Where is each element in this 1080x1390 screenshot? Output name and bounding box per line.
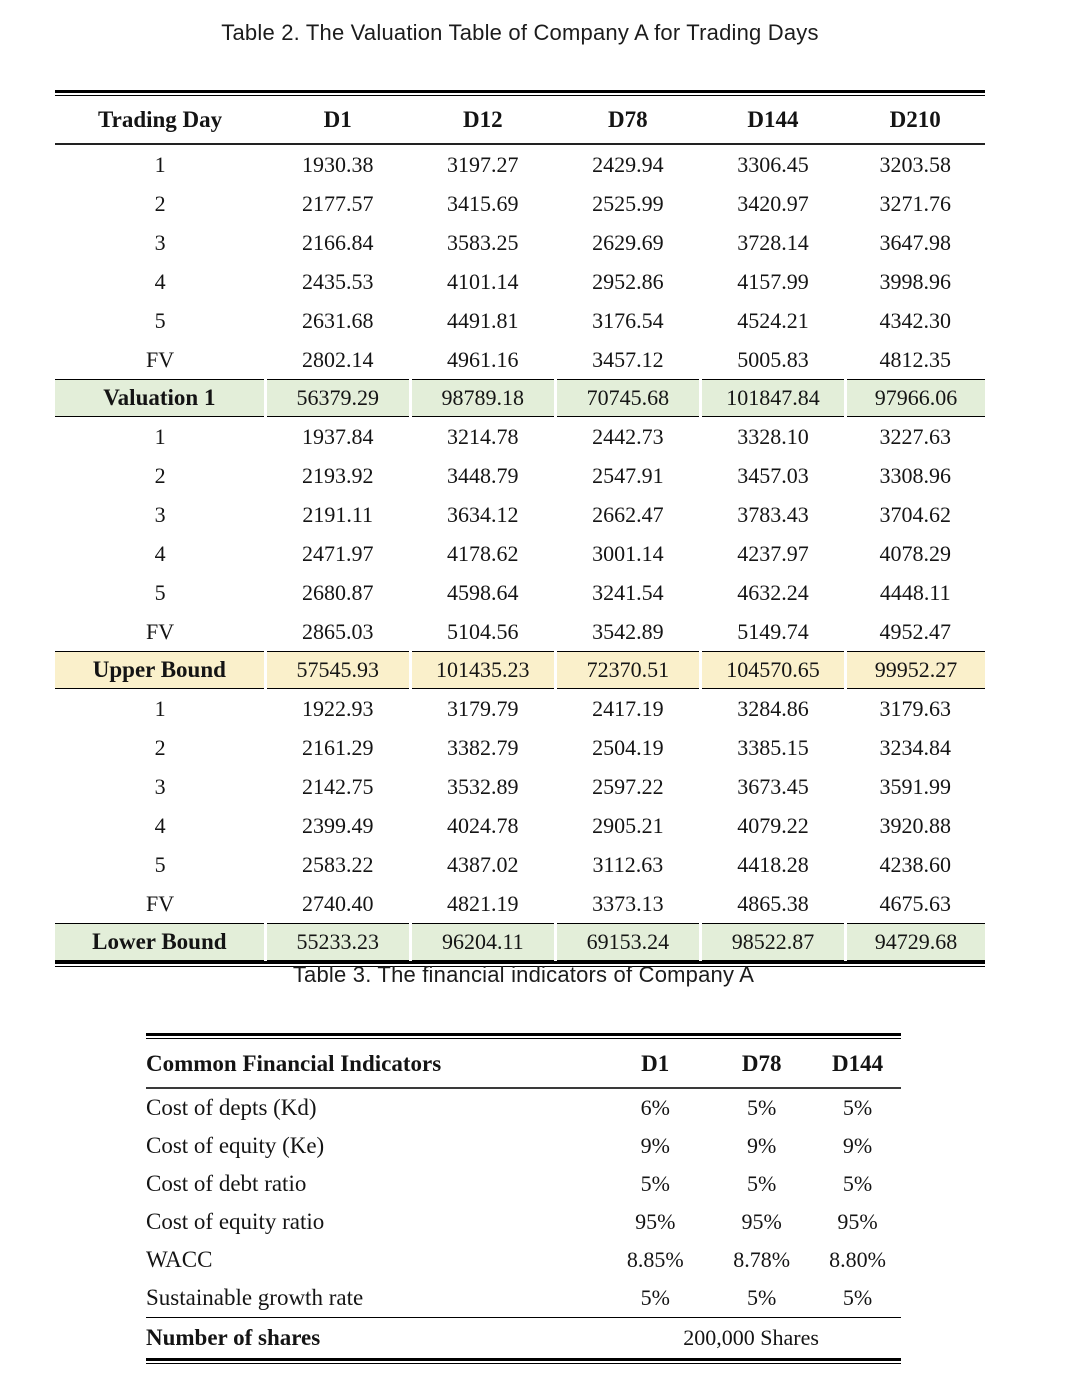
summary-cell: 104570.65 <box>700 652 845 689</box>
cell: 3373.13 <box>592 891 664 916</box>
indicator-label: Sustainable growth rate <box>146 1285 364 1310</box>
table3-header-row <box>146 1039 901 1088</box>
cell: 95% <box>837 1209 878 1234</box>
summary-cell: 96204.11 <box>410 924 555 961</box>
column-header-d210: D210 <box>845 96 985 144</box>
cell: 2802.14 <box>301 347 374 372</box>
cell: 5% <box>747 1171 777 1196</box>
table-row <box>55 223 985 262</box>
summary-cell: 57545.93 <box>265 652 410 689</box>
cell: 2952.86 <box>592 269 664 294</box>
cell: 4491.81 <box>447 308 519 333</box>
summary-cell: 55233.23 <box>265 924 410 961</box>
row-label: FV <box>146 619 175 644</box>
cell: 9% <box>747 1133 777 1158</box>
row-label: FV <box>146 891 175 916</box>
cell: 4418.28 <box>737 852 809 877</box>
cell: 5% <box>842 1171 873 1196</box>
cell: 3382.79 <box>447 735 519 760</box>
table3-caption: Table 3. The financial indicators of Company A <box>292 962 755 987</box>
cell: 2193.92 <box>301 463 374 488</box>
cell: 4178.62 <box>447 541 519 566</box>
indicators-table <box>146 1039 901 1358</box>
cell: 9% <box>842 1133 873 1158</box>
cell: 3284.86 <box>737 696 809 721</box>
cell: 4448.11 <box>879 580 951 605</box>
cell: 2865.03 <box>301 619 374 644</box>
cell: 2905.21 <box>592 813 664 838</box>
cell: 3420.97 <box>737 191 809 216</box>
cell: 4079.22 <box>737 813 809 838</box>
cell: 2680.87 <box>301 580 374 605</box>
cell: 4387.02 <box>447 852 519 877</box>
cell: 8.78% <box>733 1247 791 1272</box>
cell: 3415.69 <box>447 191 519 216</box>
indicator-label: WACC <box>146 1247 213 1272</box>
row-label: 1 <box>154 152 166 177</box>
cell: 3241.54 <box>592 580 664 605</box>
cell: 3179.63 <box>879 696 951 721</box>
cell: 4598.64 <box>447 580 519 605</box>
indicator-label: Cost of equity ratio <box>146 1209 325 1234</box>
cell: 4078.29 <box>879 541 951 566</box>
cell: 3457.03 <box>737 463 809 488</box>
cell: 4157.99 <box>737 269 809 294</box>
cell: 3234.84 <box>879 735 951 760</box>
cell: 5104.56 <box>447 619 519 644</box>
cell: 3457.12 <box>592 347 664 372</box>
summary-cell: 56379.29 <box>265 380 410 417</box>
cell: 3203.58 <box>879 152 951 177</box>
cell: 3920.88 <box>879 813 951 838</box>
cell: 4961.16 <box>447 347 519 372</box>
table3-header <box>146 1039 901 1088</box>
cell: 95% <box>741 1209 782 1234</box>
cell: 2547.91 <box>592 463 664 488</box>
row-label: 4 <box>154 813 166 838</box>
table-row <box>55 728 985 767</box>
row-label: 4 <box>154 541 166 566</box>
table-row <box>55 767 985 806</box>
table-row <box>55 534 985 573</box>
indicator-label: Cost of depts (Kd) <box>146 1095 317 1120</box>
cell: 3728.14 <box>737 230 809 255</box>
cell: 2417.19 <box>592 696 664 721</box>
cell: 4821.19 <box>447 891 519 916</box>
cell: 3306.45 <box>737 152 809 177</box>
summary-cell: 101435.23 <box>410 652 555 689</box>
row-label: FV <box>146 347 175 372</box>
column-header-d1: D1 <box>265 96 410 144</box>
cell: 4237.97 <box>737 541 809 566</box>
row-label: 1 <box>154 424 166 449</box>
table-row <box>146 1127 901 1165</box>
row-label: 3 <box>154 502 166 527</box>
cell: 2525.99 <box>592 191 664 216</box>
cell: 1937.84 <box>301 424 374 449</box>
summary-row-valuation-1 <box>55 380 985 417</box>
cell: 2435.53 <box>301 269 374 294</box>
table-row <box>55 144 985 184</box>
row-label: 2 <box>154 191 166 216</box>
summary-row-upper-bound <box>55 652 985 689</box>
cell: 3542.89 <box>592 619 664 644</box>
row-label: 2 <box>154 735 166 760</box>
cell: 3532.89 <box>447 774 519 799</box>
summary-label: Lower Bound <box>55 924 265 961</box>
row-label: 3 <box>154 230 166 255</box>
cell: 3214.78 <box>447 424 519 449</box>
cell: 5% <box>842 1095 873 1120</box>
cell: 1922.93 <box>301 696 374 721</box>
cell: 8.80% <box>829 1247 886 1272</box>
cell: 2399.49 <box>301 813 374 838</box>
summary-cell: 98789.18 <box>410 380 555 417</box>
table-row <box>55 340 985 380</box>
table2-caption: Table 2. The Valuation Table of Company A for Trading Days <box>221 20 819 45</box>
column-header-d78: D78 <box>555 96 700 144</box>
row-label: 4 <box>154 269 166 294</box>
row-label: 3 <box>154 774 166 799</box>
summary-cell: 72370.51 <box>555 652 700 689</box>
cell: 8.85% <box>626 1247 684 1272</box>
summary-row-lower-bound <box>55 924 985 961</box>
column-header-d1: D1 <box>601 1039 709 1088</box>
cell: 2161.29 <box>301 735 374 760</box>
column-header-d144: D144 <box>700 96 845 144</box>
table-row <box>55 301 985 340</box>
column-header-d78: D78 <box>709 1039 814 1088</box>
cell: 2631.68 <box>301 308 374 333</box>
cell: 4524.21 <box>737 308 809 333</box>
cell: 2471.97 <box>301 541 374 566</box>
cell: 2504.19 <box>592 735 664 760</box>
cell: 3634.12 <box>447 502 519 527</box>
footer-value: 200,000 Shares <box>601 1318 901 1359</box>
summary-cell: 98522.87 <box>700 924 845 961</box>
valuation-table-container <box>55 90 985 967</box>
cell: 2166.84 <box>301 230 374 255</box>
cell: 4632.24 <box>737 580 809 605</box>
cell: 3385.15 <box>737 735 809 760</box>
cell: 5% <box>747 1095 777 1120</box>
column-header-d12: D12 <box>410 96 555 144</box>
cell: 95% <box>635 1209 676 1234</box>
table3-body <box>146 1088 901 1358</box>
cell: 2429.94 <box>592 152 664 177</box>
cell: 5% <box>747 1285 777 1310</box>
column-header-trading-day: Trading Day <box>55 96 265 144</box>
summary-cell: 70745.68 <box>555 380 700 417</box>
cell: 4675.63 <box>879 891 951 916</box>
table-row <box>55 495 985 534</box>
table2-header <box>55 96 985 144</box>
table-row <box>55 417 985 457</box>
cell: 3227.63 <box>879 424 951 449</box>
cell: 3704.62 <box>879 502 951 527</box>
table-row <box>55 573 985 612</box>
table-row <box>55 612 985 652</box>
summary-cell: 99952.27 <box>845 652 985 689</box>
row-label: 5 <box>154 852 166 877</box>
row-label: 5 <box>154 580 166 605</box>
table-row <box>146 1279 901 1318</box>
column-header-d144: D144 <box>814 1039 901 1088</box>
cell: 2583.22 <box>301 852 374 877</box>
cell: 3448.79 <box>447 463 519 488</box>
valuation-table <box>55 96 985 961</box>
cell: 4812.35 <box>879 347 951 372</box>
cell: 2597.22 <box>592 774 664 799</box>
summary-label: Valuation 1 <box>55 380 265 417</box>
cell: 5% <box>640 1285 670 1310</box>
cell: 3328.10 <box>737 424 809 449</box>
cell: 3583.25 <box>447 230 519 255</box>
cell: 5149.74 <box>737 619 809 644</box>
table-row <box>146 1088 901 1127</box>
cell: 3308.96 <box>879 463 951 488</box>
cell: 2142.75 <box>301 774 374 799</box>
cell: 3783.43 <box>737 502 809 527</box>
summary-cell: 69153.24 <box>555 924 700 961</box>
summary-cell: 97966.06 <box>845 380 985 417</box>
cell: 3176.54 <box>592 308 664 333</box>
table-row <box>55 456 985 495</box>
table-row <box>55 262 985 301</box>
row-label: 1 <box>154 696 166 721</box>
column-header-indicators: Common Financial Indicators <box>146 1039 601 1088</box>
table-row <box>146 1203 901 1241</box>
cell: 9% <box>640 1133 670 1158</box>
cell: 2177.57 <box>301 191 374 216</box>
cell: 3271.76 <box>879 191 951 216</box>
table-row <box>55 884 985 924</box>
cell: 5% <box>842 1285 873 1310</box>
cell: 3112.63 <box>592 852 664 877</box>
cell: 1930.38 <box>301 152 374 177</box>
cell: 4865.38 <box>737 891 809 916</box>
cell: 3179.79 <box>447 696 519 721</box>
cell: 3197.27 <box>447 152 519 177</box>
indicators-table-container <box>146 1033 901 1364</box>
footer-label: Number of shares <box>146 1318 601 1359</box>
cell: 2442.73 <box>592 424 664 449</box>
summary-cell: 101847.84 <box>700 380 845 417</box>
cell: 4952.47 <box>879 619 951 644</box>
indicator-label: Cost of equity (Ke) <box>146 1133 325 1158</box>
cell: 3998.96 <box>879 269 951 294</box>
table3-bottom-rule <box>146 1358 901 1364</box>
table-row <box>55 184 985 223</box>
table-row <box>146 1165 901 1203</box>
summary-cell: 94729.68 <box>845 924 985 961</box>
table-row <box>146 1241 901 1279</box>
table-row <box>55 806 985 845</box>
cell: 4238.60 <box>879 852 951 877</box>
row-label: 5 <box>154 308 166 333</box>
cell: 5% <box>640 1171 670 1196</box>
cell: 6% <box>640 1095 670 1120</box>
table2-header-row <box>55 96 985 144</box>
cell: 3001.14 <box>592 541 664 566</box>
row-label: 2 <box>154 463 166 488</box>
cell: 3673.45 <box>737 774 809 799</box>
cell: 4024.78 <box>447 813 519 838</box>
indicator-label: Cost of debt ratio <box>146 1171 307 1196</box>
cell: 2191.11 <box>302 502 374 527</box>
footer-row-number-of-shares <box>146 1318 901 1359</box>
cell: 5005.83 <box>737 347 809 372</box>
cell: 2629.69 <box>592 230 664 255</box>
table-row <box>55 689 985 729</box>
cell: 3647.98 <box>879 230 951 255</box>
cell: 4101.14 <box>447 269 519 294</box>
cell: 2662.47 <box>592 502 664 527</box>
table2-body <box>55 144 985 961</box>
cell: 3591.99 <box>879 774 951 799</box>
table-row <box>55 845 985 884</box>
summary-label: Upper Bound <box>55 652 265 689</box>
cell: 4342.30 <box>879 308 951 333</box>
cell: 2740.40 <box>301 891 374 916</box>
